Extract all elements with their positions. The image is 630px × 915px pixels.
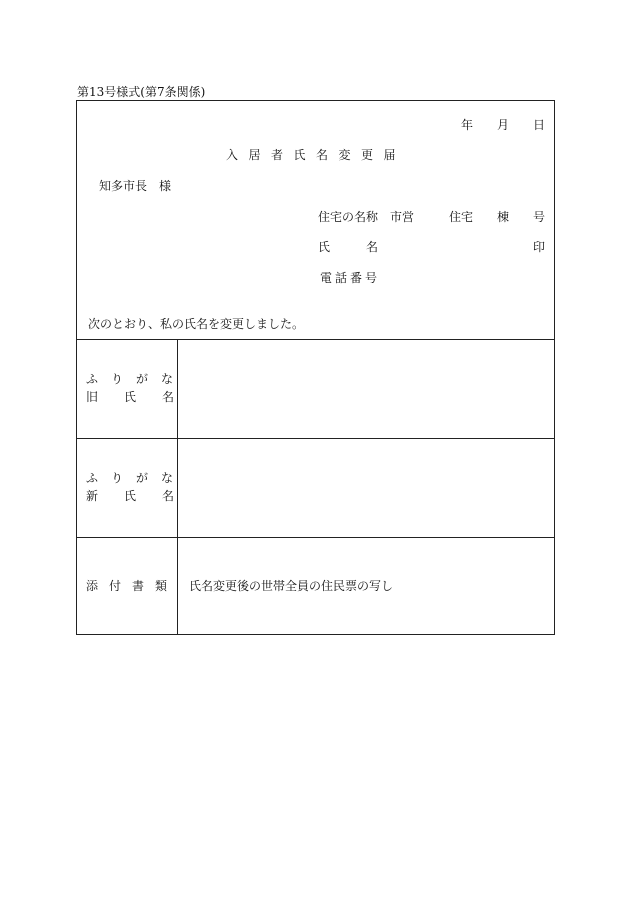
date-month-label: 月 <box>497 118 510 132</box>
attachments-label: 添付書類 <box>86 579 179 593</box>
residence-building-label: 棟 <box>497 210 510 224</box>
residence-name-label: 住宅の名称 <box>318 210 379 224</box>
table-divider-2 <box>76 537 555 538</box>
attachments-value: 氏名変更後の世帯全員の住民票の写し <box>189 579 394 593</box>
old-name-value[interactable] <box>190 380 540 400</box>
seal-mark: 印 <box>533 240 546 254</box>
residence-number-label: 号 <box>533 210 546 224</box>
phone-label: 電話番号 <box>320 271 381 285</box>
statement-text: 次のとおり、私の氏名を変更しました。 <box>88 317 305 331</box>
old-name-furigana-label: ふりがな <box>86 372 187 386</box>
new-name-value[interactable] <box>190 479 540 499</box>
table-divider-top <box>76 339 555 340</box>
applicant-name-label-1: 氏 <box>318 240 331 254</box>
table-divider-1 <box>76 438 555 439</box>
residence-city-label: 市営 <box>390 210 415 224</box>
date-year-label: 年 <box>461 118 474 132</box>
form-frame <box>76 100 555 635</box>
new-name-label: 新氏名 <box>86 489 201 503</box>
applicant-name-label-2: 名 <box>366 240 379 254</box>
addressee-name: 知多市長 <box>99 179 148 193</box>
old-name-label: 旧氏名 <box>86 390 201 404</box>
addressee-honorific: 様 <box>159 179 172 193</box>
residence-house-label: 住宅 <box>449 210 474 224</box>
new-name-furigana-label: ふりがな <box>86 471 187 485</box>
form-number-label: 第13号様式(第7条関係) <box>77 85 206 99</box>
document-title: 入居者氏名変更届 <box>226 148 407 162</box>
date-day-label: 日 <box>533 118 546 132</box>
